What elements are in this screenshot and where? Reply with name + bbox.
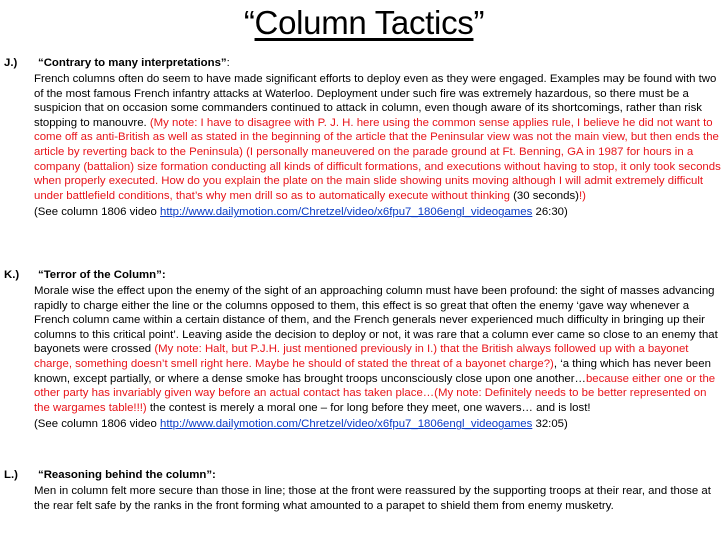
- video-ref-suffix: 32:05): [532, 418, 568, 431]
- section-label: K.): [4, 269, 20, 281]
- section-l-body: [34, 484, 722, 513]
- section-j-body: [34, 72, 722, 220]
- section-heading-suffix: :: [226, 57, 230, 69]
- section-heading: “Terror of the Column”:: [38, 269, 166, 281]
- my-note: because either one or the other party has invariably given way before an actual contact has taken place…(My note: Definitely needs to be better represented on the wargames table!!!): [34, 372, 716, 414]
- title-text: Column Tactics: [254, 4, 474, 41]
- section-k-header: [0, 268, 728, 284]
- my-note-end: !): [578, 189, 586, 202]
- video-ref-prefix: (See column 1806 video: [34, 418, 161, 431]
- my-note: (My note: I have to disagree with P. J. H. here using the common sense applies rule, I believe he did not want to come off as anti-British as well as stated in the beginning of the article that the Peninsular view was not the main view, but then ends the article by reverting back to the Peninsula) (I personally maneuvered on the parade ground at Ft. Benning, GA in 1987 for hours in a company (battalion) size formation conducting all kinds of difficult formations, and executions without having to stop, it only took seconds when properly executed. How do you explain the plate on the main slide showing units moving although I will admit extremely difficult under battlefield conditions, that’s why men drill so as to automatically execute without thinking: [34, 116, 721, 202]
- paragraph-text: the contest is merely a moral one – for long before they meet, one wavers… and is lost!: [146, 401, 591, 414]
- video-reference: [34, 417, 722, 432]
- title-open-quote: “: [243, 4, 255, 41]
- section-j-header: [0, 56, 728, 72]
- section-heading: [38, 56, 230, 71]
- section-l: [0, 468, 728, 513]
- video-reference: [34, 205, 722, 220]
- slide-title: [0, 4, 728, 42]
- paragraph-text: Morale wise the effect upon the enemy of the sight of an approaching column must have been profound: the sight of masses advancing rapidly to charge either the line or the columns opposed to them, this effect is so great that often the enemy ‘gave way whenever a French column came within a certain distance of them, and the French generals never experienced much difficulty in bringing up their columns to this critical point’. Leaving aside the decision to deploy or not, it was rare that a column ever came so close to an enemy that bayonets were crossed: [34, 285, 718, 356]
- video-link[interactable]: http://www.dailymotion.com/Chretzel/video/x6fpu7_1806engl_videogames: [160, 206, 533, 219]
- section-l-header: [0, 468, 728, 484]
- section-label: J.): [4, 57, 18, 69]
- note-time: (30 seconds): [513, 189, 579, 202]
- video-ref-suffix: 26:30): [532, 206, 568, 219]
- my-note: (My note: Halt, but P.J.H. just mentioned previously in I.) that the British always followed up with a bayonet charge, something doesn’t smell right here. Maybe he should of stated the threat of a bayonet charge?): [34, 343, 689, 370]
- video-link[interactable]: http://www.dailymotion.com/Chretzel/video/x6fpu7_1806engl_videogames: [160, 418, 533, 431]
- section-j: [0, 56, 728, 220]
- video-ref-prefix: (See column 1806 video: [34, 206, 161, 219]
- section-k-body: [34, 284, 722, 432]
- section-label: L.): [4, 469, 18, 481]
- section-k: [0, 268, 728, 432]
- title-close-quote: ”: [473, 4, 485, 41]
- paragraph-text: , ‘a thing which has never been known, except partially, or where a dense smoke has brought troops unconsciously close upon one another…: [34, 357, 711, 385]
- section-heading-text: “Contrary to many interpretations”: [38, 57, 227, 69]
- section-heading: “Reasoning behind the column”:: [38, 469, 216, 481]
- paragraph-text: French columns often do seem to have made significant efforts to deploy even as they were engaged. Examples may be found with two of the most famous French infantry attacks at Waterloo. Deployment under such fire was extremely hazardous, so there must be a suspicion that on occasion some commanders continued to attack in column, even though aware of its shortcomings, rather than risk stopping to manouvre.: [34, 73, 717, 129]
- paragraph-text: Men in column felt more secure than those in line; those at the front were reassured by the supporting troops at their rear, and those at the rear felt safe by the ranks in the front forming what amounted to a parapet to shield them from enemy musketry.: [34, 485, 711, 512]
